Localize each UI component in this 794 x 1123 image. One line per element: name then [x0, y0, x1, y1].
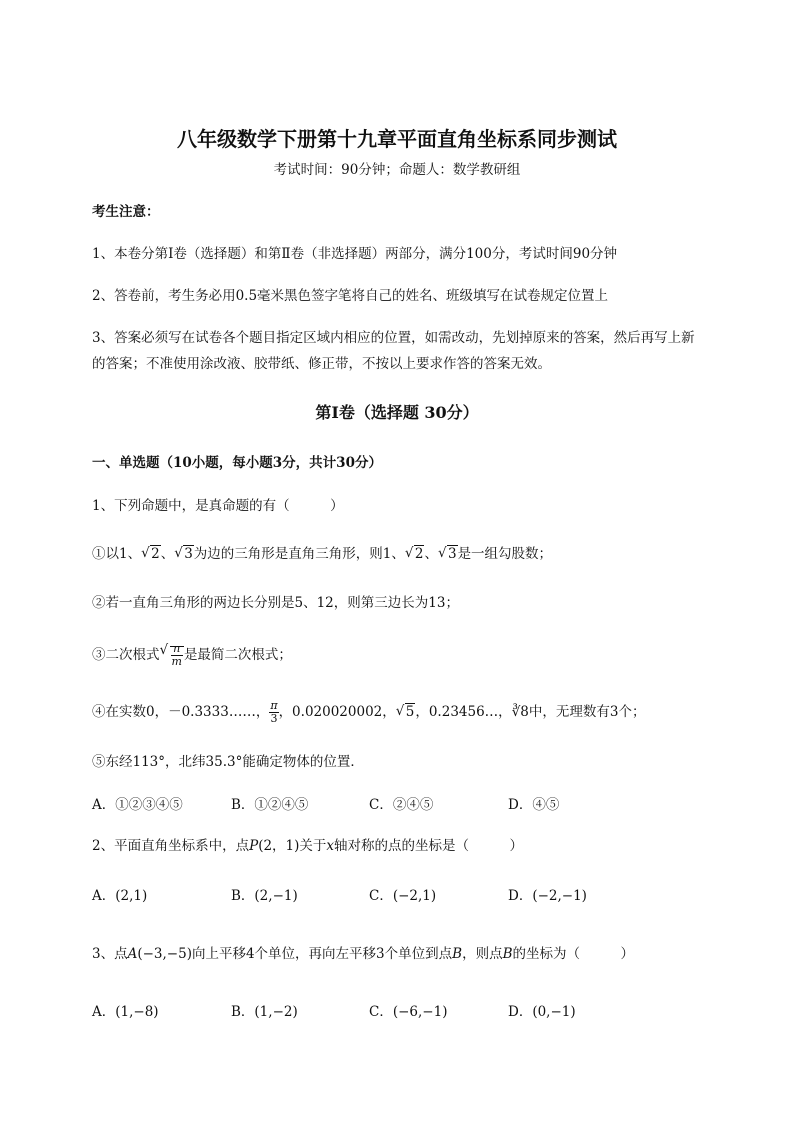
notice-item: 的答案；不准使用涂改液、胶带纸、修正带，不按以上要求作答的答案无效。 [92, 356, 551, 372]
part-heading: 一、单选题（10小题，每小题3分，共计30分） [92, 455, 382, 471]
sqrt-n-over-m: √ $\frac{n}{m}$ [160, 643, 184, 668]
q1-statement-5: ⑤东经113°，北纬35.3°能确定物体的位置． [92, 754, 364, 770]
q1-statement-3: ③二次根式 √ $\frac{n}{m}$ 是最简二次根式； [92, 643, 292, 668]
notice-item: 1、本卷分第I卷（选择题）和第Ⅱ卷（非选择题）两部分，满分100分，考试时间90分钟 [92, 246, 618, 262]
q1-statement-4: ④在实数0，－0.3333……， $\frac{\pi}{3}$ ，0.020020002，√ 5，0.23456…，∛8中，无理数有3个； [92, 700, 645, 725]
q3-option-b[interactable]: B．(1,−2) [231, 1004, 298, 1020]
sqrt-2: √ 2 [405, 546, 425, 562]
question-3-stem: 3、点A(−3,−5)向上平移4个单位，再向左平移3个单位到点B，则点B的坐标为（ ） [92, 946, 634, 962]
q1-option-a[interactable]: A．①②③④⑤ [92, 797, 183, 813]
sqrt-2: √ 2 [141, 546, 161, 562]
cube-root-8: ∛8 [511, 704, 529, 720]
q2-option-a[interactable]: A．(2,1) [92, 888, 148, 904]
notice-item: 2、答卷前，考生务必用0.5毫米黑色签字笔将自己的姓名、班级填写在试卷规定位置上 [92, 288, 609, 304]
q3-option-d[interactable]: D．(0,−1) [508, 1004, 576, 1020]
q3-option-a[interactable]: A．(1,−8) [92, 1004, 159, 1020]
q3-option-c[interactable]: C．(−6,−1) [369, 1004, 448, 1020]
q2-option-b[interactable]: B．(2,−1) [231, 888, 298, 904]
notice-heading: 考生注意： [92, 204, 160, 220]
sqrt-3: √ 3 [174, 546, 194, 562]
question-2-stem: 2、平面直角坐标系中，点P(2，1)关于x轴对称的点的坐标是（ ） [92, 838, 524, 854]
q1-statement-1: ①以1、√ 2、√ 3为边的三角形是直角三角形，则1、√ 2、√ 3是一组勾股数； [92, 542, 552, 562]
q2-option-c[interactable]: C．(−2,1) [369, 888, 437, 904]
q1-statement-2: ②若一直角三角形的两边长分别是5、12，则第三边长为13； [92, 595, 459, 611]
exam-subtitle: 考试时间：90分钟；命题人：数学教研组 [273, 162, 521, 178]
question-1-stem: 1、下列命题中，是真命题的有（ ） [92, 498, 344, 514]
section-title: 第I卷（选择题 30分） [315, 403, 479, 422]
sqrt-3: √ 3 [438, 546, 458, 562]
pi-over-3: $\frac{\pi}{3}$ [270, 699, 278, 725]
sqrt-5: √ 5 [396, 704, 416, 720]
notice-item: 3、答案必须写在试卷各个题目指定区域内相应的位置，如需改动，先划掉原来的答案，然后再写上新 [92, 330, 695, 346]
q1-option-c[interactable]: C．②④⑤ [369, 797, 434, 813]
q2-option-d[interactable]: D．(−2,−1) [508, 888, 587, 904]
page-title: 八年级数学下册第十九章平面直角坐标系同步测试 [177, 127, 617, 151]
q1-option-b[interactable]: B．①②④⑤ [231, 797, 309, 813]
q1-option-d[interactable]: D．④⑤ [508, 797, 560, 813]
